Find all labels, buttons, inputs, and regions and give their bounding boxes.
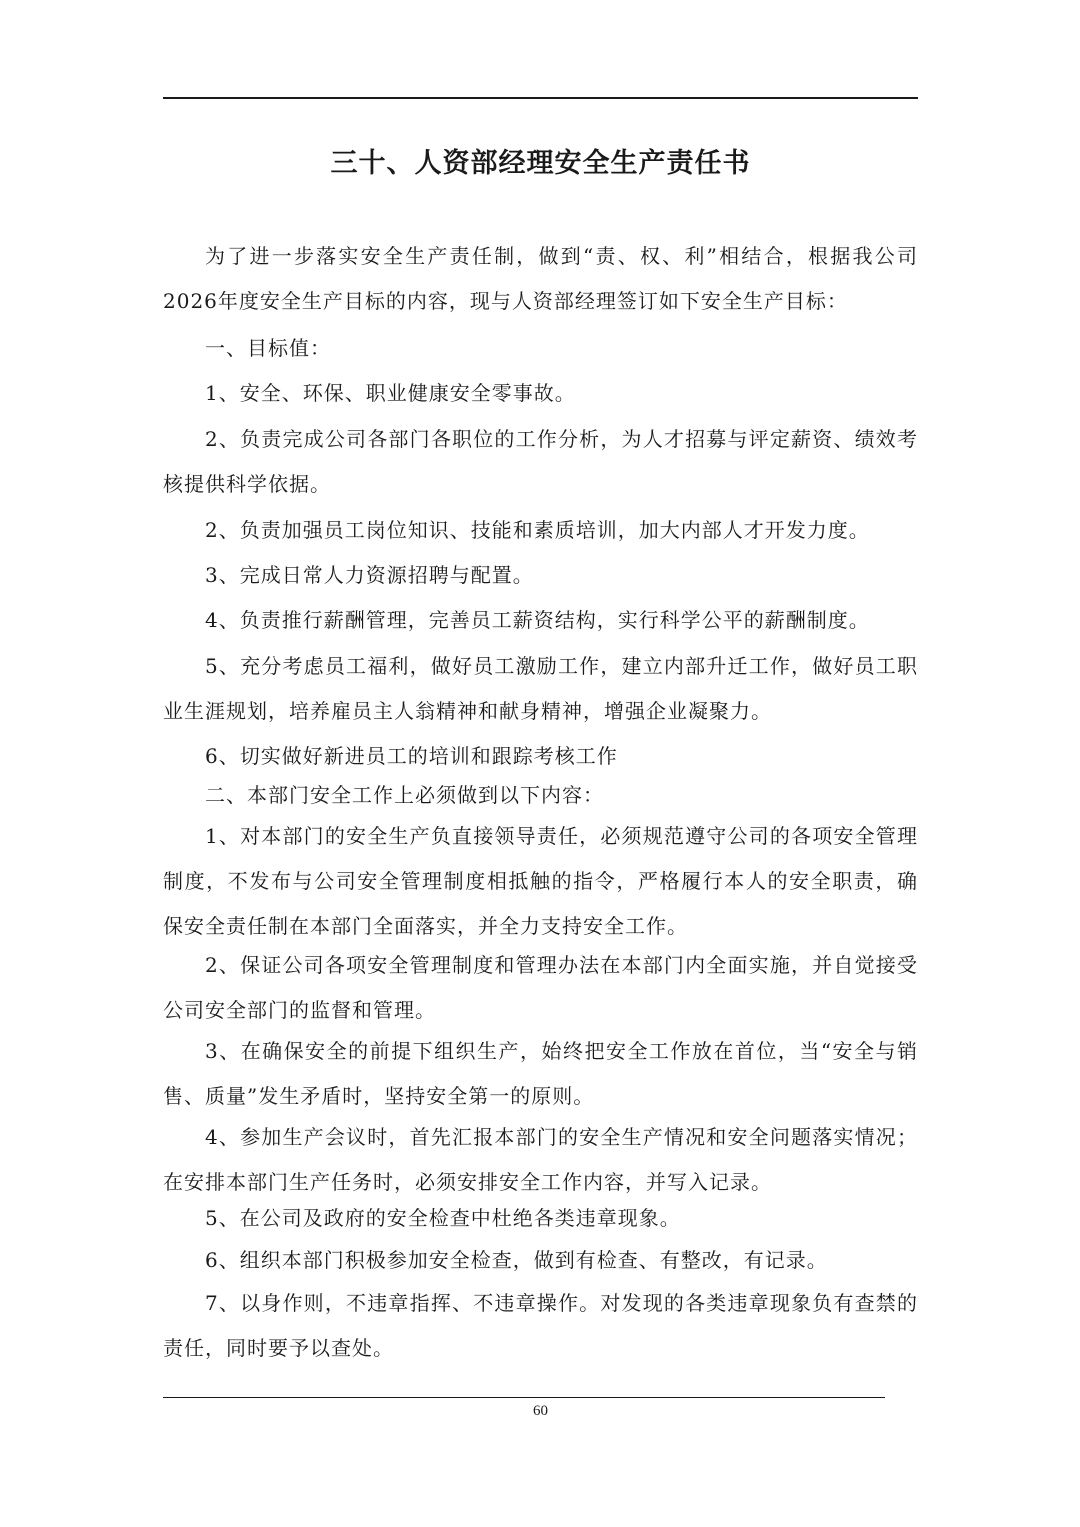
target-item: 6、切实做好新进员工的培训和跟踪考核工作 — [205, 744, 618, 768]
duty-item: 1、对本部门的安全生产负直接领导责任，必须规范遵守公司的各项安全管理制度，不发布与公司安全管理制度相抵触的指令，严格履行本人的安全职责，确保安全责任制在本部门全面落实，并全力支持安全工作。 — [163, 824, 918, 938]
target-item: 2、负责完成公司各部门各职位的工作分析，为人才招募与评定薪资、绩效考核提供科学依据。 — [163, 427, 918, 496]
section-heading-targets: 一、目标值： — [205, 336, 331, 360]
duty-item: 4、参加生产会议时，首先汇报本部门的安全生产情况和安全问题落实情况；在安排本部门生产任务时，必须安排安全工作内容，并写入记录。 — [163, 1125, 918, 1194]
target-item: 2、负责加强员工岗位知识、技能和素质培训，加大内部人才开发力度。 — [205, 518, 870, 542]
target-item: 1、安全、环保、职业健康安全零事故。 — [205, 381, 576, 405]
duty-item: 5、在公司及政府的安全检查中杜绝各类违章现象。 — [205, 1206, 681, 1230]
section-heading-duties: 二、本部门安全工作上必须做到以下内容： — [205, 783, 604, 807]
header-rule — [163, 97, 918, 99]
intro-paragraph: 为了进一步落实安全生产责任制，做到“责、权、利”相结合，根据我公司2026年度安全生产目标的内容，现与人资部经理签订如下安全生产目标： — [163, 244, 918, 313]
duty-item: 7、以身作则，不违章指挥、不违章操作。对发现的各类违章现象负有查禁的责任，同时要予以查处。 — [163, 1291, 918, 1360]
page-number: 60 — [533, 1403, 548, 1419]
target-item: 5、充分考虑员工福利，做好员工激励工作，建立内部升迁工作，做好员工职业生涯规划，培养雇员主人翁精神和献身精神，增强企业凝聚力。 — [163, 654, 918, 723]
document-title: 三十、人资部经理安全生产责任书 — [330, 148, 751, 179]
duty-item: 3、在确保安全的前提下组织生产，始终把安全工作放在首位，当“安全与销售、质量”发生矛盾时，坚持安全第一的原则。 — [163, 1039, 918, 1108]
target-item: 3、完成日常人力资源招聘与配置。 — [205, 563, 534, 587]
target-item: 4、负责推行薪酬管理，完善员工薪资结构，实行科学公平的薪酬制度。 — [205, 608, 870, 632]
duty-item: 6、组织本部门积极参加安全检查，做到有检查、有整改，有记录。 — [205, 1248, 828, 1272]
footer-rule — [163, 1397, 885, 1398]
duty-item: 2、保证公司各项安全管理制度和管理办法在本部门内全面实施，并自觉接受公司安全部门的监督和管理。 — [163, 953, 918, 1022]
